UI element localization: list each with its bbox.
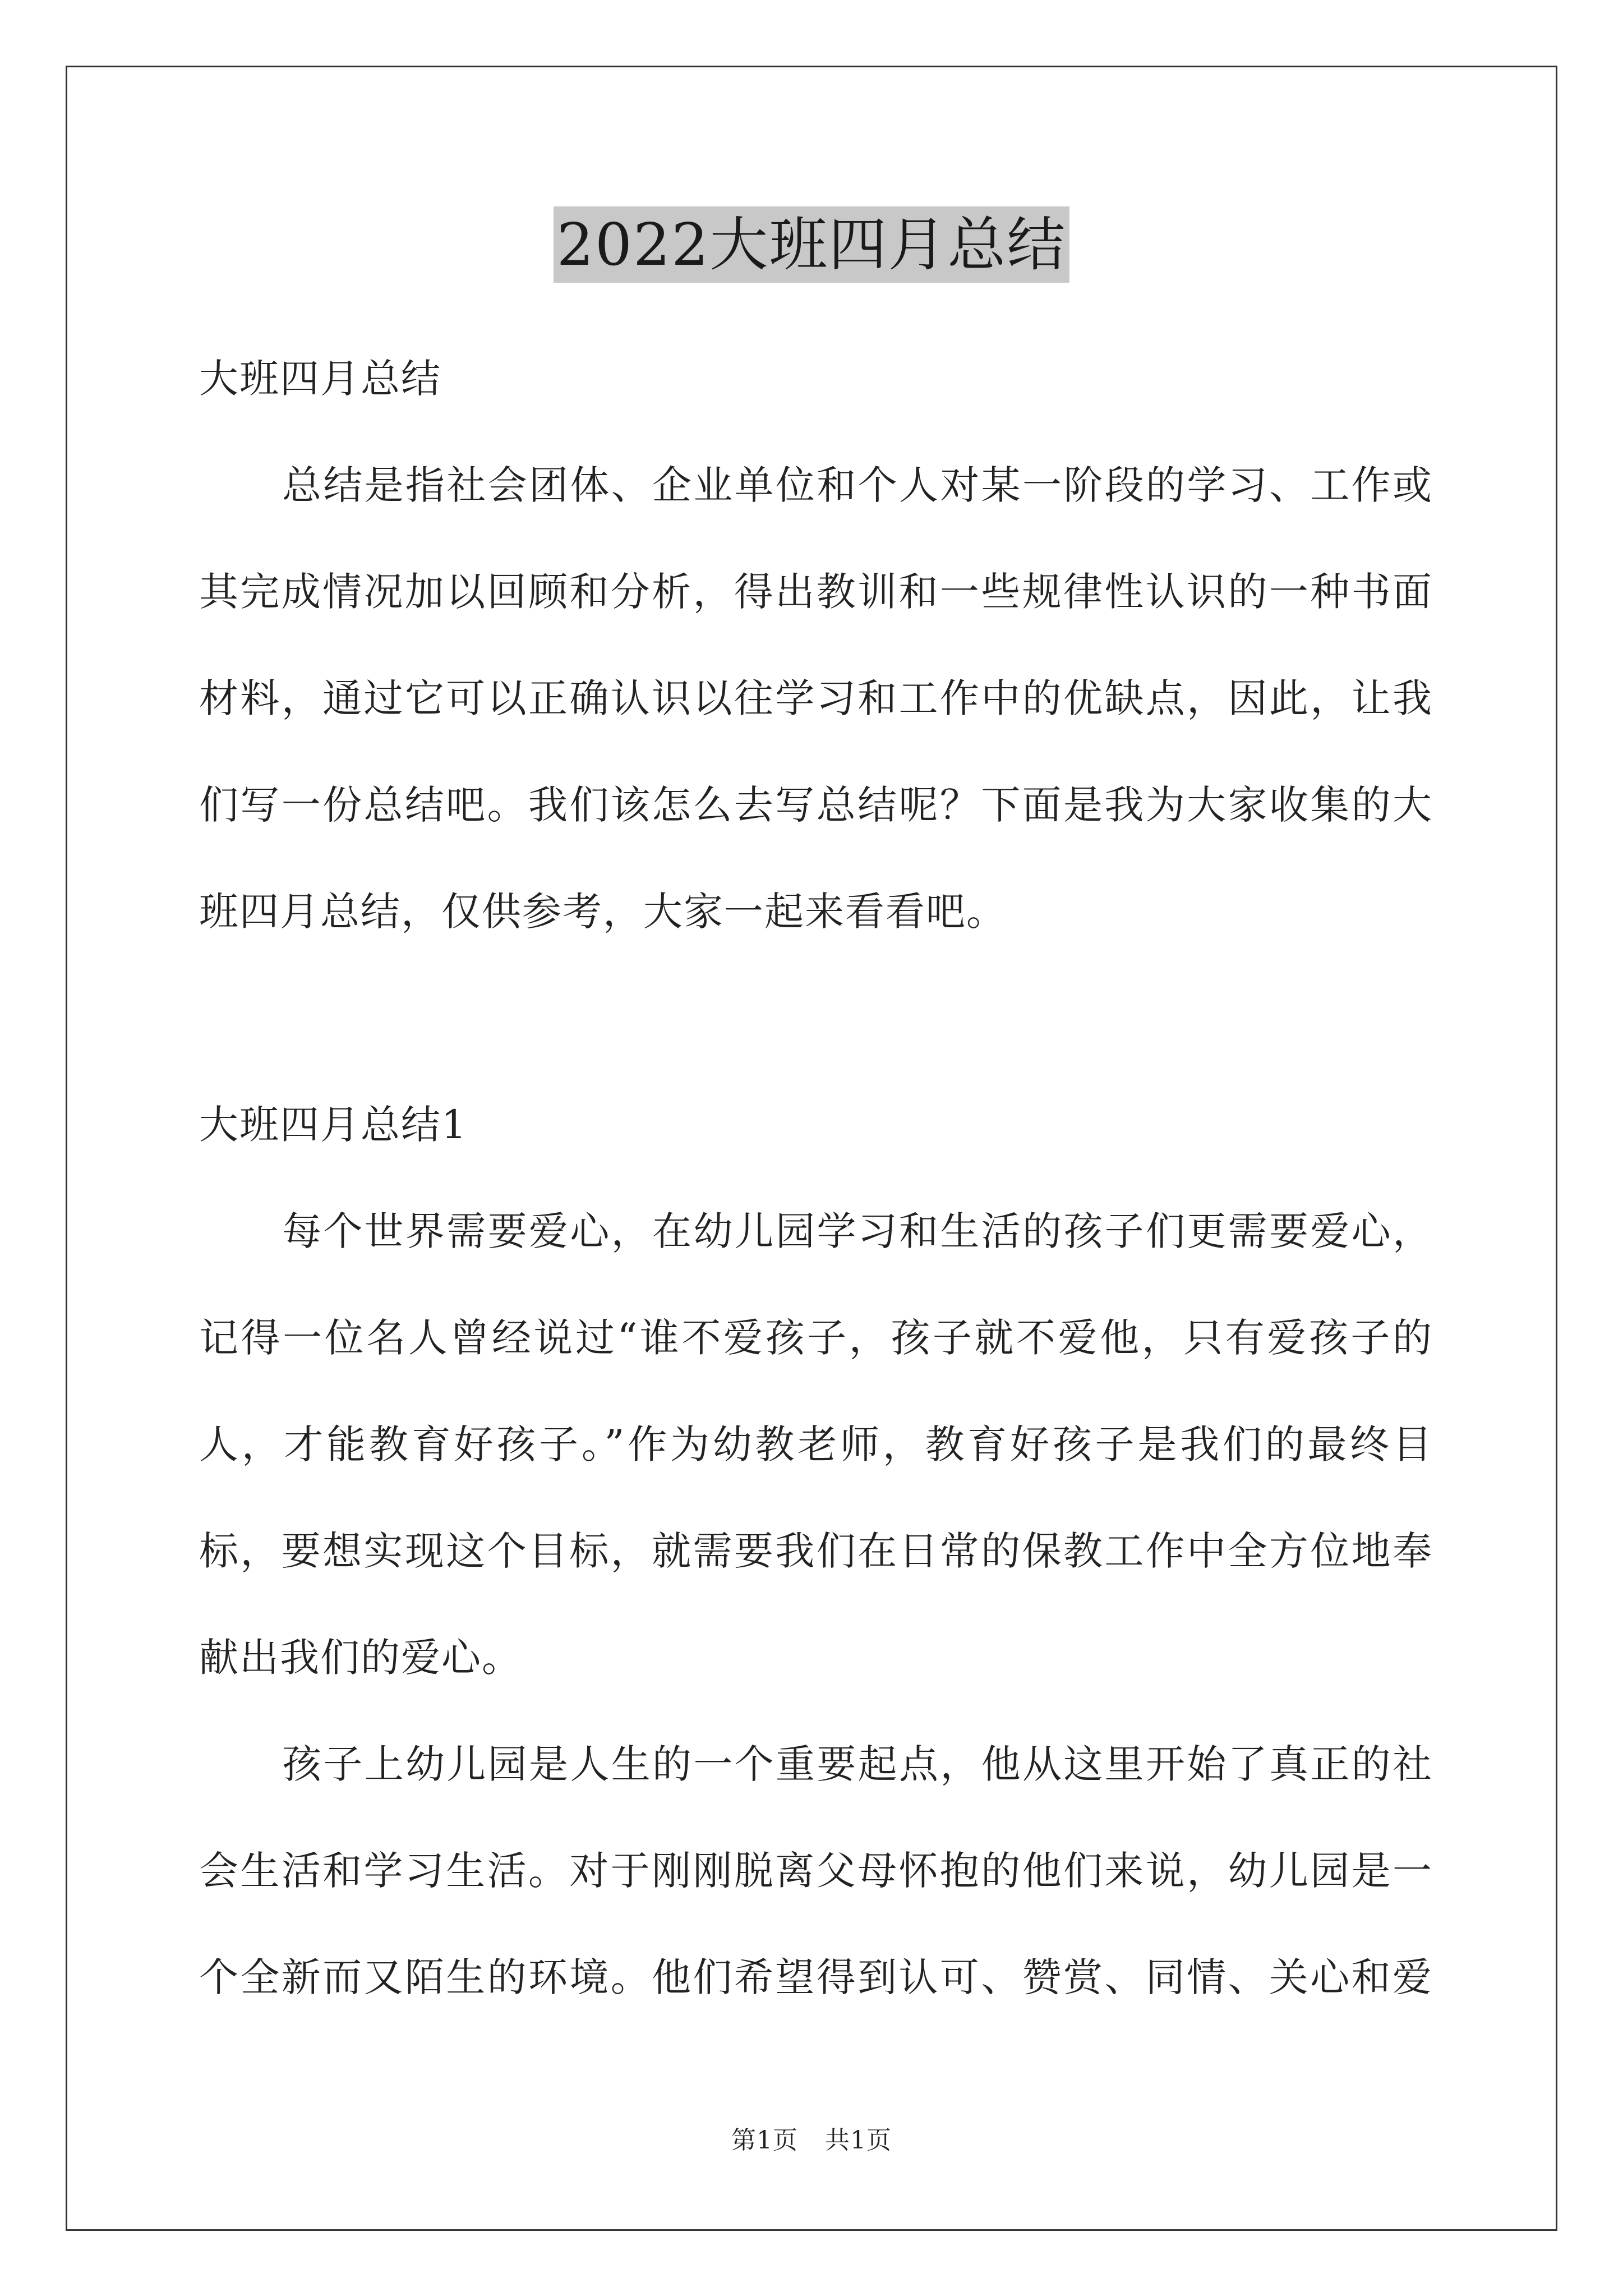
section1-para1-line-5: 献出我们的爱心。 (199, 1635, 522, 1681)
title-block (0, 206, 1623, 283)
section1-para1-line-1: 每个世界需要爱心，在幼儿园学习和生活的孩子们更需要爱心， (282, 1208, 1433, 1254)
section1-para1-line-2: 记得一位名人曾经说过“谁不爱孩子，孩子就不爱他，只有爱孩子的 (199, 1315, 1433, 1361)
section1-para2-line-2: 会生活和学习生活。对于刚刚脱离父母怀抱的他们来说，幼儿园是一 (199, 1848, 1433, 1894)
section1-para2-line-1: 孩子上幼儿园是人生的一个重要起点，他从这里开始了真正的社 (282, 1741, 1433, 1787)
intro-line-3: 材料，通过它可以正确认识以往学习和工作中的优缺点，因此，让我 (199, 675, 1433, 721)
section1-heading: 大班四月总结1 (199, 1102, 468, 1148)
intro-line-5: 班四月总结，仅供参考，大家一起来看看吧。 (199, 889, 1007, 935)
intro-line-4: 们写一份总结吧。我们该怎么去写总结呢？下面是我为大家收集的大 (199, 782, 1433, 828)
intro-line-1: 总结是指社会团体、企业单位和个人对某一阶段的学习、工作或 (282, 462, 1433, 508)
section1-para1-line-4: 标，要想实现这个目标，就需要我们在日常的保教工作中全方位地奉 (199, 1528, 1433, 1574)
section1-para1-line-3: 人，才能教育好孩子。”作为幼教老师，教育好孩子是我们的最终目 (199, 1421, 1433, 1467)
section1-para2-line-3: 个全新而又陌生的环境。他们希望得到认可、赞赏、同情、关心和爱 (199, 1954, 1433, 2000)
page-footer (0, 2125, 1623, 2156)
page-number: 第1页 (731, 2126, 798, 2155)
page-total: 共1页 (825, 2126, 892, 2155)
document-title: 2022大班四月总结 (554, 206, 1070, 283)
intro-heading: 大班四月总结 (199, 356, 441, 402)
intro-line-2: 其完成情况加以回顾和分析，得出教训和一些规律性认识的一种书面 (199, 569, 1433, 615)
